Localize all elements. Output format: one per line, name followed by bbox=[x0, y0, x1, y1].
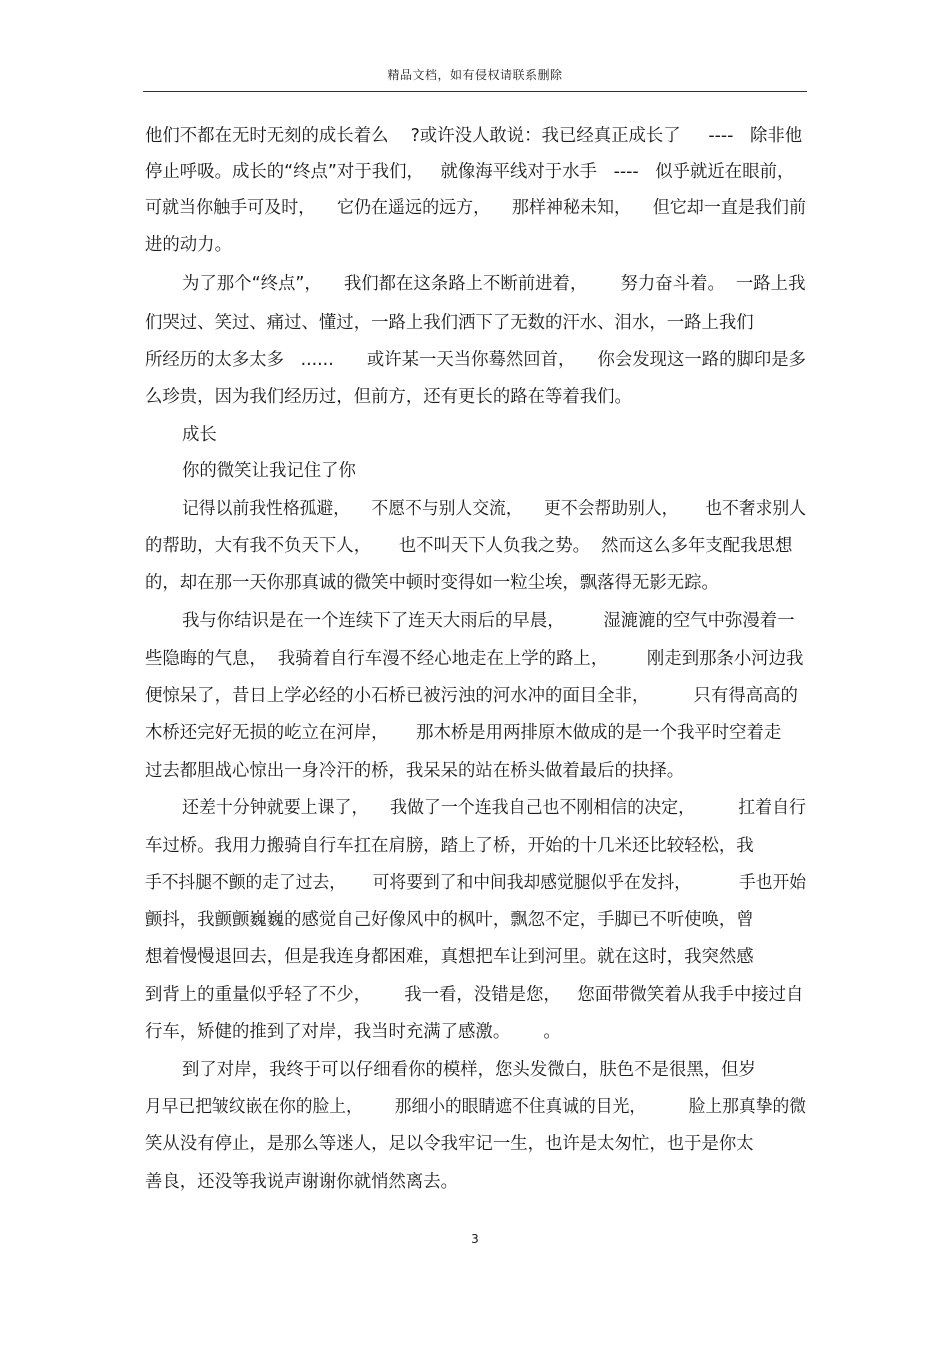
text-line: 月早已把皱纹嵌在你的脸上， 那细小的眼睛遮不住真诚的目光， 脸上那真挚的微 bbox=[145, 1097, 806, 1117]
text-line: 笑从没有停止，是那么等迷人，足以令我牢记一生，也许是太匆忙，也于是你太 bbox=[145, 1134, 754, 1154]
text-line: 停止呼吸。成长的“终点”对于我们， 就像海平线对于水手 ---- 似乎就近在眼前， bbox=[145, 162, 795, 182]
text-line: 还差十分钟就要上课了， 我做了一个连我自己也不刚相信的决定， 扛着自行 bbox=[182, 798, 806, 818]
text-line: 行车，矫健的推到了对岸，我当时充满了感激。 。 bbox=[145, 1022, 561, 1042]
page-number: 3 bbox=[471, 1232, 479, 1246]
text-line: 的帮助，大有我不负天下人， 也不叫天下人负我之势。 然而这么多年支配我思想 bbox=[145, 536, 793, 556]
text-line: 他们不都在无时无刻的成长着么 ?或许没人敢说：我已经真正成长了 ---- 除非他 bbox=[145, 126, 803, 146]
text-line: 木桥还完好无损的屹立在河岸， 那木桥是用两排原木做成的是一个我平时空着走 bbox=[145, 723, 782, 743]
text-line: 颤抖，我颤颤巍巍的感觉自己好像风中的枫叶，飘忽不定，手脚已不听使唤，曾 bbox=[145, 910, 754, 930]
text-line: 进的动力。 bbox=[145, 235, 232, 255]
text-line: 些隐晦的气息， 我骑着自行车漫不经心地走在上学的路上， 刚走到那条小河边我 bbox=[145, 649, 804, 669]
text-line: 们哭过、笑过、痛过、懂过，一路上我们洒下了无数的汗水、泪水，一路上我们 bbox=[145, 313, 754, 333]
text-line: 到了对岸，我终于可以仔细看你的模样，您头发微白，肤色不是很黑，但岁 bbox=[182, 1060, 756, 1080]
section-subtitle: 你的微笑让我记住了你 bbox=[182, 461, 356, 481]
text-line: 车过桥。我用力搬骑自行车扛在肩膀，踏上了桥，开始的十几米还比较轻松，我 bbox=[145, 836, 754, 856]
text-line: 么珍贵，因为我们经历过，但前方，还有更长的路在等着我们。 bbox=[145, 387, 632, 407]
text-line: 记得以前我性格孤避， 不愿不与别人交流， 更不会帮助别人， 也不奢求别人 bbox=[182, 499, 807, 519]
text-line: 的，却在那一天你那真诚的微笑中顿时变得如一粒尘埃，飘落得无影无踪。 bbox=[145, 573, 719, 593]
section-heading: 成长 bbox=[182, 425, 217, 445]
text-line: 到背上的重量似乎轻了不少， 我一看，没错是您， 您面带微笑着从我手中接过自 bbox=[145, 985, 804, 1005]
text-line: 想着慢慢退回去，但是我连身都困难，真想把车让到河里。就在这时，我突然感 bbox=[145, 947, 754, 967]
text-line: 便惊呆了，昔日上学必经的小石桥已被污浊的河水冲的面目全非， 只有得高高的 bbox=[145, 686, 798, 706]
text-line: 善良，还没等我说声谢谢你就悄然离去。 bbox=[145, 1172, 459, 1192]
text-line: 过去都胆战心惊出一身冷汗的桥，我呆呆的站在桥头做着最后的抉择。 bbox=[145, 761, 685, 781]
page-header: 精品文档，如有侵权请联系删除 bbox=[387, 68, 563, 82]
text-line: 可就当你触手可及时， 它仍在遥远的远方， 那样神秘未知， 但它却一直是我们前 bbox=[145, 198, 806, 218]
text-line: 所经历的太多太多 ...... 或许某一天当你蓦然回首， 你会发现这一路的脚印是多 bbox=[145, 350, 807, 370]
text-line: 手不抖腿不颤的走了过去， 可将要到了和中间我却感觉腿似乎在发抖， 手也开始 bbox=[145, 873, 806, 893]
text-line: 我与你结识是在一个连续下了连天大雨后的早晨， 湿漉漉的空气中弥漫着一 bbox=[182, 611, 795, 631]
header-divider bbox=[143, 91, 807, 92]
text-line: 为了那个“终点”， 我们都在这条路上不断前进着， 努力奋斗着。 一路上我 bbox=[182, 274, 806, 294]
